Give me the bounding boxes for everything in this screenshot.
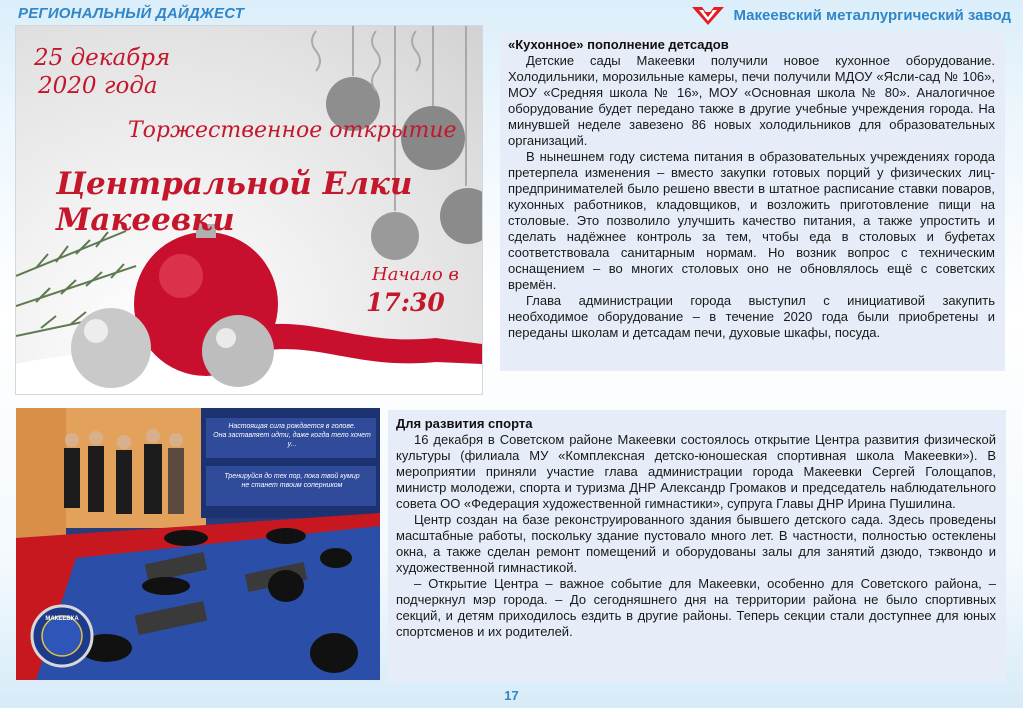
poster-date-line-2: 2020 года: [38, 73, 158, 99]
poster-opening: Торжественное открытие: [128, 118, 457, 143]
banner-text: не станет твоим соперником: [241, 482, 343, 489]
article-paragraph: Центр создан на базе реконструированного здания бывшего детского сада. Здесь проведены масштабные работы, поскольку здание пустовало много лет. В частности, полностью остеклены окна, а также сделан ремонт помещений и оборудованы залы для занятий дзюдо, тэквондо и художественной гимнастикой.: [396, 512, 996, 575]
section-title: РЕГИОНАЛЬНЫЙ ДАЙДЖЕСТ: [18, 5, 245, 22]
company-header: [691, 4, 1011, 26]
company-name: Макеевский металлургический завод: [733, 6, 1011, 24]
article-paragraph: 16 декабря в Советском районе Макеевки состоялось открытие Центра развития физической культуры (филиала МУ «Комплексная детско-юношеская спортивная школа Макеевки»). В мероприятии приняли участие глава администрации города Макеевки Сергей Голощапов, министр молодежи, спорта и туризма ДНР Александр Громаков и председатель наблюдательного совета ОО «Федерация художественной гимнастики», супруга Главы ДНР Ирина Пушилина.: [396, 432, 996, 511]
article-kitchen: [500, 31, 1005, 371]
sports-center-photo: [16, 408, 380, 680]
article-paragraph: Детские сады Макеевки получили новое кухонное оборудование. Холодильники, морозильные камеры, печи получили МДОУ «Ясли-сад № 106», МОУ «Средняя школа № 16», МОУ «Основная школа № 80». Аналогичное оборудование будет передано также в другие учебные учреждения города. На минувшей неделе завезено 86 новых холодильников для образовательных организаций.: [508, 53, 995, 148]
poster-start-time: 17:30: [366, 288, 445, 317]
article-title: «Кухонное» пополнение детсадов: [508, 37, 729, 52]
banner-text: Тренируйся до тех пор, пока твой кумир: [224, 473, 360, 480]
article-paragraph: Глава администрации города выступил с инициативой закупить необходимое оборудование – в течение 2020 года были приобретены и переданы школам и детсадам печи, духовые шкафы, посуда.: [508, 293, 995, 340]
seal-logo-text: МАКЕЕВКА: [45, 616, 79, 622]
gym-banner-top: [210, 422, 374, 449]
article-paragraph: – Открытие Центра – важное событие для Макеевки, особенно для Советского района, – подчеркнул мэр города. – До сегодняшнего дня на территории района не было спортивных секций, и детям приходилось ездить в другие районы. Теперь секции стали доступнее для юных спортсменов и их родителей.: [396, 576, 996, 639]
article-paragraph: В нынешнем году система питания в образовательных учреждениях города претерпела изменения – вместо закупки готовых порций у физических лиц-предпринимателей было решено ввести в штатное расписание ставки поваров, кухонных работников, кладовщиков, и возложить приготовление пищи на столовые. Это позволило улучшить качество питания, а также упростить и сделать надёжнее контроль за тем, чтобы еда в столовых и буфетах соответствовала санитарным нормам. Но возник вопрос с техническим оснащением – во многих столовых оно не обновлялось ещё с советских времён.: [508, 149, 995, 292]
poster-start-label: Начало в: [372, 264, 459, 285]
new-year-tree-poster: [16, 26, 482, 394]
gym-banner-bottom: [210, 472, 374, 490]
poster-date-line-1: 25 декабря: [34, 45, 171, 71]
page-number: 17: [504, 688, 519, 703]
red-double-chevron-logo-icon: [691, 4, 725, 26]
banner-text: Настоящая сила рождается в голове.: [228, 423, 356, 430]
banner-text: Она заставляет идти, даже когда тело хочет у...: [213, 432, 371, 448]
poster-tree-title: Центральной Елки Макеевки: [56, 166, 413, 238]
poster-date: [34, 44, 170, 100]
article-sport: [388, 410, 1006, 682]
article-title: Для развития спорта: [396, 416, 533, 431]
